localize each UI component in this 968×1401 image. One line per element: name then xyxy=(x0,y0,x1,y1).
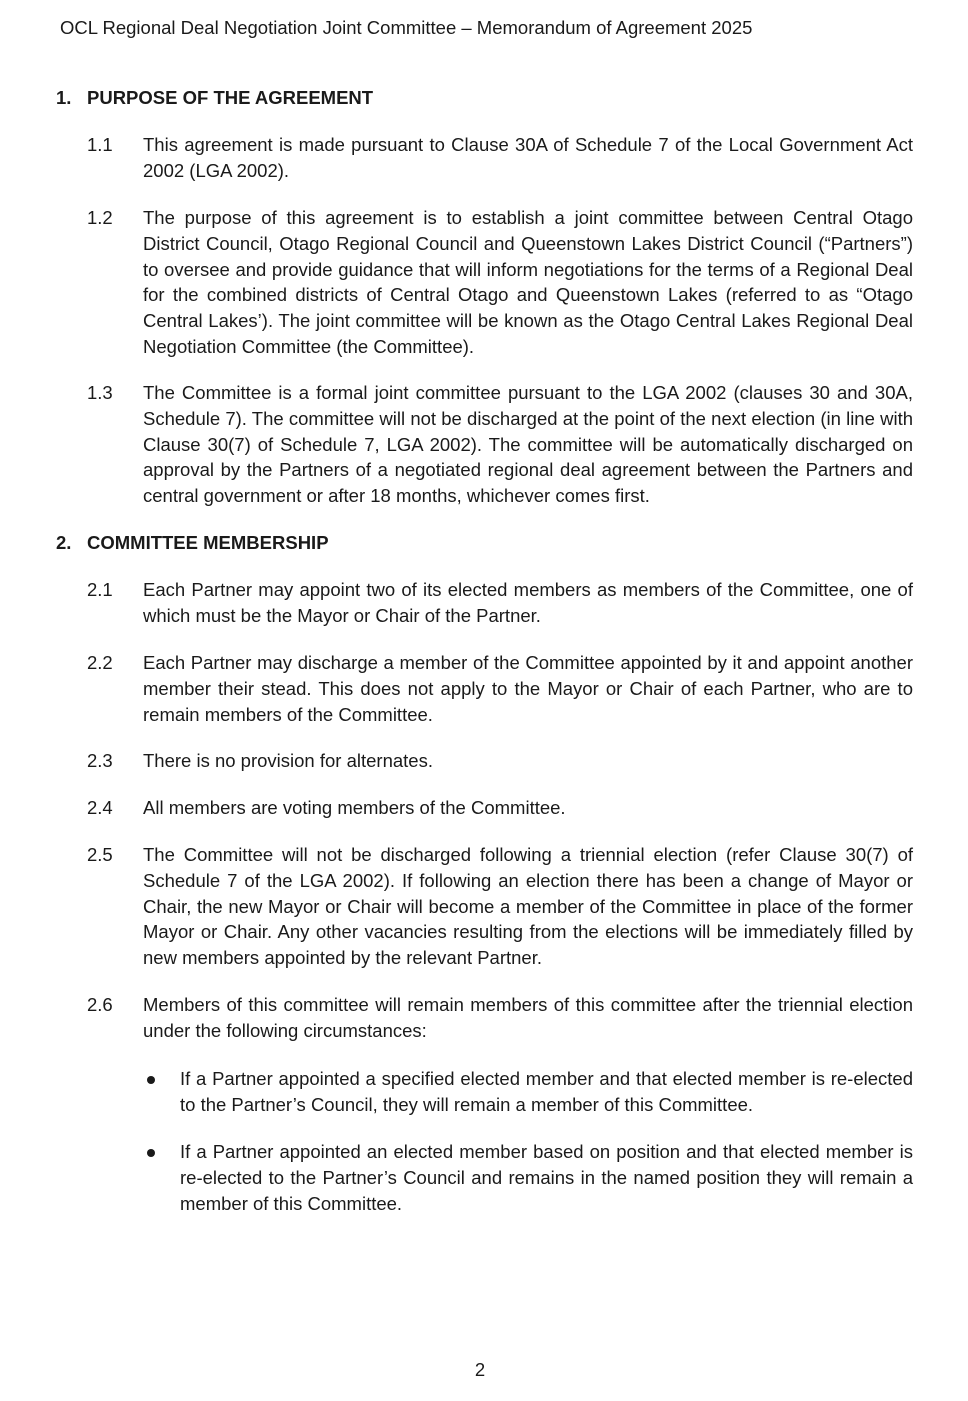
running-header: OCL Regional Deal Negotiation Joint Committee – Memorandum of Agreement 2025 xyxy=(60,17,753,38)
clause-1-3 xyxy=(87,380,913,509)
clause-text: Each Partner may appoint two of its elected members as members of the Committee, one of which must be the Mayor or Chair of the Partner. xyxy=(143,579,913,626)
bullet-icon xyxy=(147,1076,155,1084)
clause-number: 2.3 xyxy=(87,750,113,771)
section-title: COMMITTEE MEMBERSHIP xyxy=(87,532,329,553)
page-number: 2 xyxy=(474,1359,486,1380)
section-title: PURPOSE OF THE AGREEMENT xyxy=(87,87,374,108)
clause-number: 2.4 xyxy=(87,797,113,818)
clause-number: 2.6 xyxy=(87,994,113,1015)
clause-text: Members of this committee will remain members of this committee after the triennial election under the following circumstances: xyxy=(143,994,913,1041)
clause-number: 1.1 xyxy=(87,134,113,155)
bullet-item xyxy=(147,1066,913,1118)
clause-2-4 xyxy=(87,795,913,821)
clause-text: Each Partner may discharge a member of the Committee appointed by it and appoint another member their stead. This does not apply to the Mayor or Chair of each Partner, who are to remain members of the Committee. xyxy=(143,652,913,725)
bullet-text: If a Partner appointed a specified elected member and that elected member is re-elected to the Partner’s Council, they will remain a member of this Committee. xyxy=(180,1068,913,1115)
clause-2-2 xyxy=(87,650,913,727)
bullet-icon xyxy=(147,1149,155,1157)
clause-2-6 xyxy=(87,992,913,1044)
bullet-item xyxy=(147,1139,913,1216)
clause-1-1 xyxy=(87,132,913,184)
clause-1-2 xyxy=(87,205,913,360)
clause-2-3 xyxy=(87,748,913,774)
section-heading-1 xyxy=(56,86,373,110)
clause-text: The Committee is a formal joint committee pursuant to the LGA 2002 (clauses 30 and 30A, Schedule 7). The committee will not be discharged at the point of the next election (in line with Clause 30(7) of Schedule 7, LGA 2002). The committee will be automatically discharged on approval by the Partners of a negotiated regional deal agreement between the Partners and central government or after 18 months, whichever comes first. xyxy=(143,382,913,507)
bullet-text: If a Partner appointed an elected member based on position and that elected member is re-elected to the Partner’s Council and remains in the named position they will remain a member of this Committee. xyxy=(180,1141,913,1214)
clause-number: 2.5 xyxy=(87,844,113,865)
clause-text: The purpose of this agreement is to establish a joint committee between Central Otago District Council, Otago Regional Council and Queenstown Lakes District Council (“Partners”) to oversee and provide guidance that will inform negotiations for the terms of a Regional Deal for the combined districts of Central Otago and Queenstown Lakes (referred to as “Otago Central Lakes’). The joint committee will be known as the Otago Central Lakes Regional Deal Negotiation Committee (the Committee). xyxy=(143,207,913,357)
clause-number: 2.2 xyxy=(87,652,113,673)
section-number: 1. xyxy=(56,87,72,108)
clause-text: There is no provision for alternates. xyxy=(143,750,433,771)
clause-2-5 xyxy=(87,842,913,971)
clause-number: 1.2 xyxy=(87,207,113,228)
section-heading-2 xyxy=(56,531,329,555)
clause-number: 1.3 xyxy=(87,382,113,403)
clause-text: This agreement is made pursuant to Clause 30A of Schedule 7 of the Local Government Act 2002 (LGA 2002). xyxy=(143,134,913,181)
clause-text: The Committee will not be discharged following a triennial election (refer Clause 30(7) of Schedule 7 of the LGA 2002). If following an election there has been a change of Mayor or Chair, the new Mayor or Chair will become a member of the Committee in place of the former Mayor or Chair. Any other vacancies resulting from the elections will be immediately filled by new members appointed by the relevant Partner. xyxy=(143,844,913,969)
section-number: 2. xyxy=(56,532,72,553)
clause-2-1 xyxy=(87,577,913,629)
clause-number: 2.1 xyxy=(87,579,113,600)
clause-text: All members are voting members of the Committee. xyxy=(143,797,566,818)
